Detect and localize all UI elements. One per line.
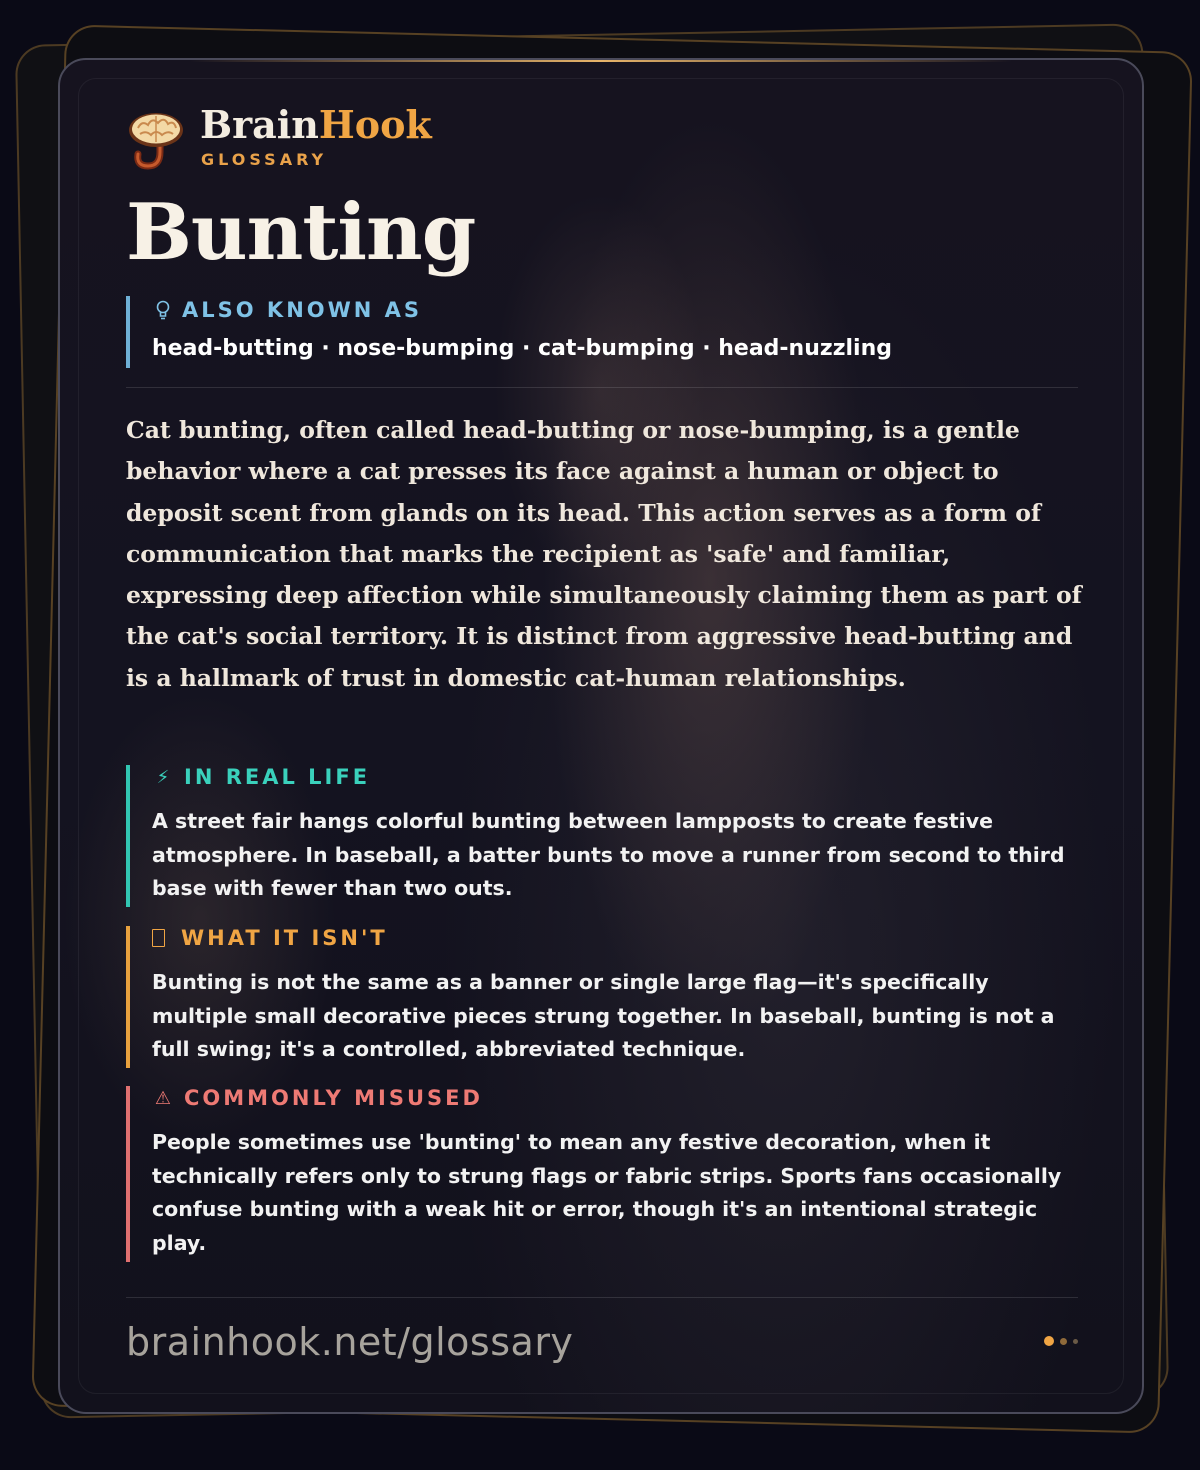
- brand-header: [126, 102, 526, 169]
- definition-text: Cat bunting, often called head-butting or nose-bumping, is a gentle behavior where a cat presses its face against a human or object to deposit scent from glands on its head. This action serves as a form of communication that marks the recipient as 'safe' and familiar, expressing deep affection while simultaneously claiming them as part of the cat's social territory. It is distinct from aggressive head-butting and is a hallmark of trust in domestic cat-human relationships.: [126, 416, 1082, 692]
- also-known-as-section: [126, 296, 1082, 368]
- commonly-misused-accent-bar: [126, 1086, 130, 1262]
- also-known-as-text: head-butting · nose-bumping · cat-bumping · head-nuzzling: [152, 336, 892, 361]
- what-it-isnt-section: [126, 926, 1078, 1068]
- commonly-misused-body: People sometimes use 'bunting' to mean any festive decoration, when it technically refers only to strung flags or fabric strips. Sports fans occasionally confuse bunting with a weak hit or error, though it's an intentional strategic play.: [152, 1130, 1062, 1255]
- glossary-card: [58, 58, 1144, 1414]
- lightbulb-icon: [154, 299, 172, 321]
- header-divider: [126, 387, 1078, 388]
- what-it-isnt-accent-bar: [126, 926, 130, 1068]
- what-it-isnt-body: Bunting is not the same as a banner or single large flag—it's specifically multiple small decorative pieces strung together. In baseball, bunting is not a full swing; it's a controlled, abbreviated technique.: [152, 970, 1055, 1062]
- also-known-as-heading: ALSO KNOWN AS: [154, 298, 422, 322]
- missing-glyph-icon: [152, 929, 165, 947]
- indicator-dot: [1060, 1338, 1067, 1345]
- brand-subtitle: GLOSSARY: [201, 150, 328, 169]
- footer-divider: [126, 1297, 1078, 1298]
- indicator-dot: [1073, 1339, 1078, 1344]
- real-life-section: [126, 765, 1078, 907]
- footer-url: brainhook.net/glossary: [126, 1320, 574, 1364]
- indicator-dot-active: [1044, 1336, 1054, 1346]
- brand-name: BrainHook: [200, 102, 432, 147]
- page-indicator-dots: [1044, 1336, 1078, 1346]
- what-it-isnt-heading: WHAT IT ISN'T: [152, 926, 388, 950]
- lightning-icon: ⚡: [156, 766, 170, 788]
- brain-hook-logo-icon: [126, 108, 186, 170]
- commonly-misused-heading: ⚠ COMMONLY MISUSED: [152, 1086, 483, 1110]
- real-life-heading: ⚡ IN REAL LIFE: [152, 765, 370, 789]
- real-life-accent-bar: [126, 765, 130, 907]
- commonly-misused-section: [126, 1086, 1078, 1262]
- warning-icon: ⚠: [154, 1087, 172, 1109]
- term-title: Bunting: [126, 187, 476, 278]
- real-life-body: A street fair hangs colorful bunting between lampposts to create festive atmosphere. In baseball, a batter bunts to move a runner from second to third base with fewer than two outs.: [152, 809, 1065, 901]
